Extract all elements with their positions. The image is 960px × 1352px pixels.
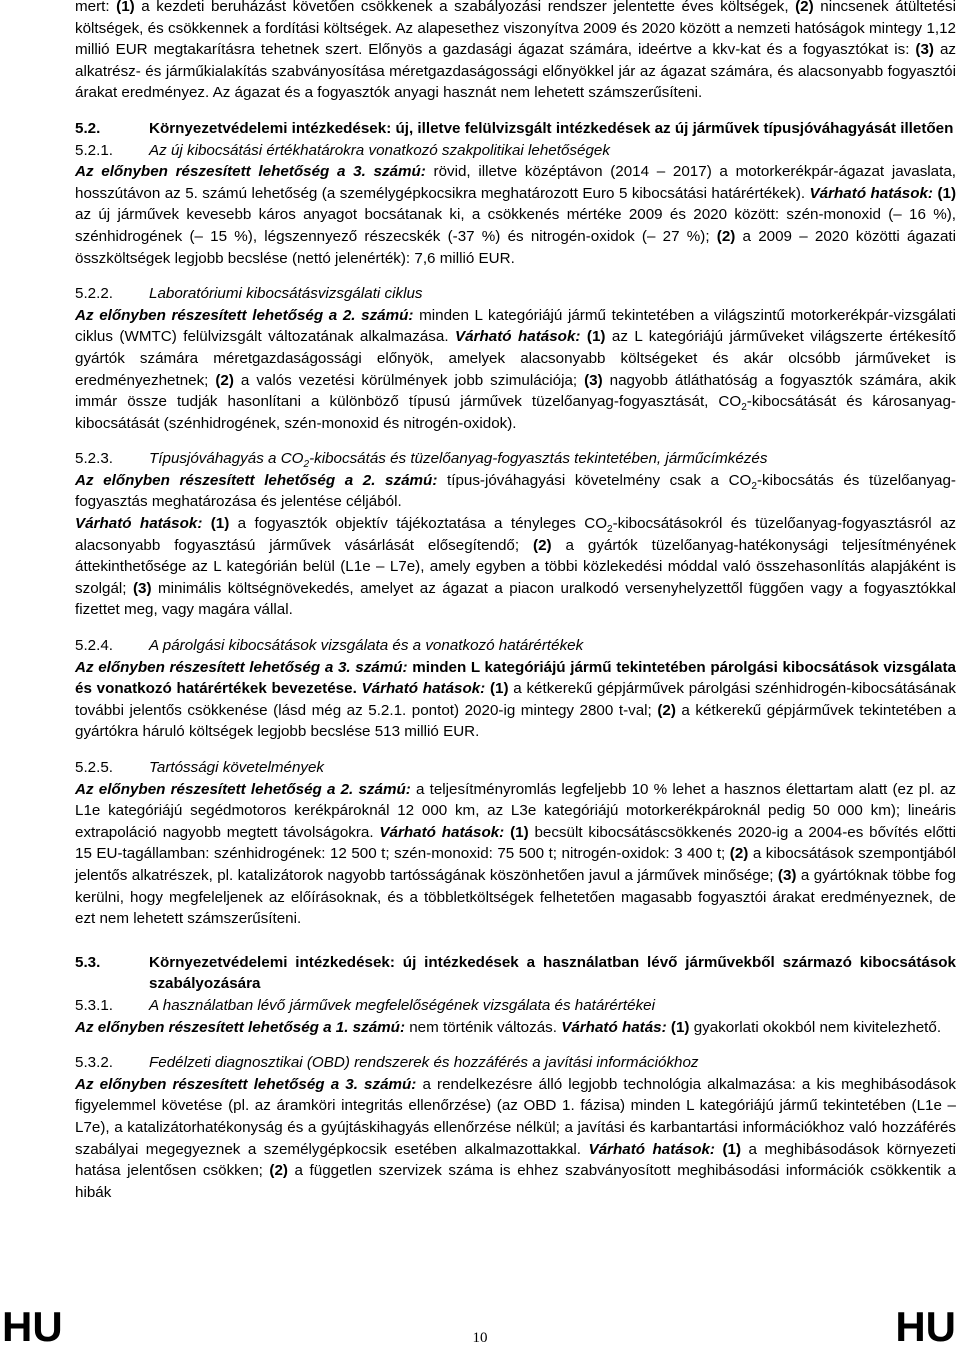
text: -kibocsátás és tüzelőanyag-fogyasztás tekintetében, járműcímkézés (309, 450, 768, 468)
text: az L kategóriájú járműveket világszerte értékesítő gyártók számára méretgazdaságossági előnyök, amelyek alacsonyabb költségeket és akár olcsóbb járműveket is eredményezhetnek; (75, 328, 956, 389)
paragraph-5-2-3-b (75, 513, 956, 621)
preferred-option-label: Az előnyben részesített lehetőség a 3. számú: (75, 163, 426, 181)
text: gyakorlati okokból nem kivitelezhető. (689, 1018, 942, 1036)
text: -kibocsátását és károsanyag-kibocsátását (szénhidrogének, szén-monoxid és nitrogén-oxidok). (75, 393, 956, 432)
text: -kibocsátás és tüzelőanyag-fogyasztás meghatározása és jelentése céljából. (75, 471, 956, 511)
subsection-number: 5.2.3. (75, 450, 113, 468)
subscript: 2 (751, 480, 757, 492)
text: a független szervizek száma is ehhez szabványosított meghibásodási információk csökkentik a hibák (75, 1162, 956, 1201)
section-title: Környezetvédelemi intézkedések: új, illetve felülvizsgált intézkedések az új járművek típusjóváhagyását illetően (149, 119, 954, 137)
text: a gyártók tüzelőanyag-hatékonysági teljesítményének áttekinthetősége az L kategórián belül (L1e – L7e), amely egyben a többi közlekedési móddal való összehasonlítás alapjáként is szolgál; (75, 536, 956, 597)
text: rövid, illetve középtávon (2014 – 2017) a motorkerékpár-ágazat javaslata, hosszútávon az 5. számú lehetőség (a személygépkocsikra meghatározott Euro 5 kibocsátási határértékek). (75, 163, 956, 202)
subsection-title: Fedélzeti diagnosztikai (OBD) rendszerek és hozzáférés a javítási információkhoz (149, 1054, 699, 1072)
text: az alkatrész- és járműkialakítás szabványosítása méretgazdaságossági előnyökkel jár az ágazat számára, és alacsonyabb fogyasztói árakat eredményez. Az ágazat és a fogyasztók anyagi hasznát nem lehetett számszerűsíteni. (75, 41, 956, 102)
text: Típusjóváhagyás a CO (149, 450, 304, 468)
text: a rendelkezésre álló legjobb technológia alkalmazása: a kis meghibásodások figyelemmel követése (pl. az áramköri integritás ellenőrzése) (az OBD 1. fázisa) minden L kategóriájú jármű tekintetében (L1e – L7e), a katalizátorhatékonyság és a gyújtáskihagyás ellenőrzése nélkül; a javítási és karbantartási információkhoz való hozzáférés szabályai megegyeznek a személygépkocsik esetében alkalmazottakkal. (75, 1075, 956, 1158)
text: a teljesítményromlás legfeljebb 10 % lehet a hasznos élettartam alatt (ez pl. az L1e kategóriájú segédmotoros kerékpároknál 12 000 km, az L3e kategóriájú motorkerékpároknál pedig 50 000 km); lineáris extrapoláció nagyobb megtett távolságokra. (75, 780, 956, 841)
paragraph-5-2-5 (75, 779, 956, 930)
impact-label: Várható hatások: (75, 515, 203, 533)
enum-marker: (3) (915, 41, 934, 59)
subsection-number: 5.2.1. (75, 141, 113, 159)
text: nagyobb átláthatóság a fogyasztók számára, akik immár össze tudják hasonlítani a különböző típusú járművek tüzelőanyag-fogyasztását, CO (75, 371, 957, 411)
preferred-option-label: Az előnyben részesített lehetőség a 2. számú: (75, 306, 414, 324)
impact-label: Várható hatások: (361, 680, 486, 698)
enum-marker: (2) (215, 371, 234, 389)
preferred-option-label: Az előnyben részesített lehetőség a 3. számú: (75, 658, 408, 676)
subsection-heading-5-2-1 (75, 140, 956, 162)
enum-marker: (1) (666, 1018, 690, 1036)
preferred-option-label: Az előnyben részesített lehetőség a 3. számú: (75, 1075, 417, 1093)
subsection-number: 5.3.2. (75, 1054, 113, 1072)
intro-paragraph (75, 0, 956, 104)
subsection-number: 5.2.2. (75, 285, 113, 303)
enum-marker: (1) (933, 184, 957, 202)
text: az új járművek kevesebb káros anyagot bocsátanak ki, a csökkenés mértéke 2009 és 2020 között: szén-monoxid (– 16 %), szénhidrogének (– 15 %), légszennyező részecskék (-37 %) és nitrogén-oxidok (– 27 %); (75, 206, 956, 245)
impact-label: Várható hatások: (809, 184, 933, 202)
text: a kétkerekű gépjárművek tekintetében a gyártókra háruló költségek legjobb becslése 513 millió EUR. (75, 701, 957, 741)
text: a kétkerekű gépjárművek párolgási szénhidrogén-kibocsátásának további jelentős csökkenése (lásd még az 5.2.1. pontot) 2020-ig mintegy 2800 t-val; (75, 680, 956, 719)
impact-label: Várható hatások: (455, 328, 581, 346)
paragraph-5-2-1 (75, 161, 956, 269)
enum-marker: (3) (584, 371, 603, 389)
text: a fogyasztók objektív tájékoztatása a tényleges CO (229, 515, 608, 533)
enum-marker: (1) (202, 515, 230, 533)
enum-marker: (2) (269, 1162, 288, 1180)
enum-marker: (2) (716, 227, 736, 245)
enum-marker: (1) (510, 823, 529, 841)
text: a gyártóknak többe fog kerülni, hogy megfeleljenek az előírásoknak, és a többletköltségek felhetetően magasabb fogyasztói árakat eredményeznek, de ezt nem lehetett számszerűsíteni. (75, 866, 956, 928)
subscript: 2 (607, 524, 613, 536)
preferred-option-label: Az előnyben részesített lehetőség a 2. számú: (75, 780, 411, 798)
subsection-title: Laboratóriumi kibocsátásvizsgálati ciklus (149, 285, 423, 303)
text: nincsenek átültetési költségek, és csökkennek a fordítási költségek. Az alapesethez viszonyítva 2009 és 2020 között a nemzeti hatóságok mintegy 1,12 millió EUR megtakarításra tehetnek szert. Előnyös a gazdasági ágazat számára, ideértve a kkv-kat és a fogyasztókat is: (75, 0, 956, 59)
section-heading-5-2 (75, 118, 956, 140)
enum-marker: (1) (485, 680, 509, 698)
section-number: 5.3. (75, 953, 101, 971)
enum-marker: (3) (777, 866, 797, 884)
enum-marker: (1) (116, 0, 135, 15)
enum-marker: (2) (729, 845, 749, 863)
enum-marker: (2) (533, 536, 552, 554)
preferred-option-label: Az előnyben részesített lehetőség a 2. számú: (75, 471, 438, 489)
text: minden L kategóriájú jármű tekintetében párolgási kibocsátások vizsgálata és vonatkozó határértékek bevezetése. (75, 658, 956, 698)
preferred-option-label: Az előnyben részesített lehetőség a 1. számú: (75, 1018, 406, 1036)
language-code-right: HU (895, 1303, 956, 1350)
impact-label: Várható hatások: (379, 823, 505, 841)
paragraph-5-2-3-a (75, 470, 956, 513)
paragraph-5-3-2 (75, 1074, 956, 1204)
text: típus-jóváhagyási követelmény csak a CO (437, 471, 752, 489)
text: a 2009 – 2020 közötti ágazati összköltségek legjobb becslése (nettó jelenérték): 7,6 millió EUR. (75, 227, 956, 267)
subsection-title: Az új kibocsátási értékhatárokra vonatkozó szakpolitikai lehetőségek (149, 141, 610, 159)
subsection-number: 5.2.4. (75, 637, 113, 655)
text: a kibocsátások szempontjából jelentős alkatrészek, pl. katalizátorok nagyobb tartósságának köszönhetően javul a járművek minősége; (75, 845, 956, 884)
text: becsült kibocsátáscsökkenés 2020-ig a 2004-es bővítés előtti 15 EU-tagállamban: szénhidrogének: 12 500 t; szén-monoxid: 75 500 t; nitrogén-oxidok: 3 400 t; (75, 823, 956, 863)
subsection-heading-5-2-5 (75, 757, 956, 779)
subsection-heading-5-3-1 (75, 995, 956, 1017)
text: -kibocsátásokról és tüzelőanyag-fogyasztásról az alacsonyabb fogyasztású járművek vásárlását elősegítendő; (75, 515, 956, 554)
enum-marker: (3) (132, 579, 152, 597)
text: a kezdeti beruházást követően csökkenek a szabályozási rendszer jelentette éves költségek, (134, 0, 796, 15)
enum-marker: (2) (657, 701, 676, 719)
text: a meghibásodások környezeti hatása jelentősen csökken; (75, 1140, 957, 1180)
language-code-left: HU (2, 1303, 63, 1350)
subsection-title: Tartóssági követelmények (149, 759, 325, 776)
subsection-number: 5.2.5. (75, 759, 113, 776)
impact-label: Várható hatások: (588, 1140, 715, 1158)
subsection-heading-5-2-3 (75, 448, 956, 470)
text: mert: (75, 0, 117, 15)
subscript: 2 (741, 402, 747, 414)
text: a valós vezetési körülmények jobb szimulációja; (233, 371, 585, 389)
subsection-number: 5.3.1. (75, 996, 113, 1014)
section-title: Környezetvédelemi intézkedések: új intézkedések a használatban lévő járművekből származó kibocsátások szabályozására (149, 953, 956, 993)
subsection-heading-5-2-4 (75, 635, 956, 657)
paragraph-5-2-4 (75, 657, 956, 743)
subsection-heading-5-3-2 (75, 1052, 956, 1074)
text: minden L kategóriájú jármű tekintetében a világszintű motorkerékpár-vizsgálati ciklus (WMTC) felülvizsgált változatának alkalmazása. (75, 306, 957, 346)
subsection-title: A párolgási kibocsátások vizsgálata és a vonatkozó határértékek (149, 637, 584, 655)
subsection-title (149, 448, 956, 470)
subsection-title: A használatban lévő járművek megfelelőségének vizsgálata és határértékei (149, 996, 655, 1014)
page-number: 10 (472, 1330, 488, 1346)
enum-marker: (2) (795, 0, 814, 15)
document-page (75, 0, 956, 1203)
paragraph-5-3-1 (75, 1017, 956, 1039)
subscript: 2 (303, 459, 310, 471)
text: minimális költségnövekedés, amelyet az ágazat a piacon uralkodó versenyhelyzettől függően vagy a fogyasztókkal fizettet meg, vagy magára vállal. (75, 579, 956, 619)
section-heading-5-3 (75, 952, 956, 995)
section-number: 5.2. (75, 119, 101, 137)
enum-marker: (1) (714, 1140, 742, 1158)
text: nem történik változás. (405, 1018, 562, 1036)
subsection-heading-5-2-2 (75, 283, 956, 305)
enum-marker: (1) (580, 328, 606, 346)
impact-label: Várható hatás: (561, 1018, 667, 1036)
paragraph-5-2-2 (75, 305, 956, 435)
